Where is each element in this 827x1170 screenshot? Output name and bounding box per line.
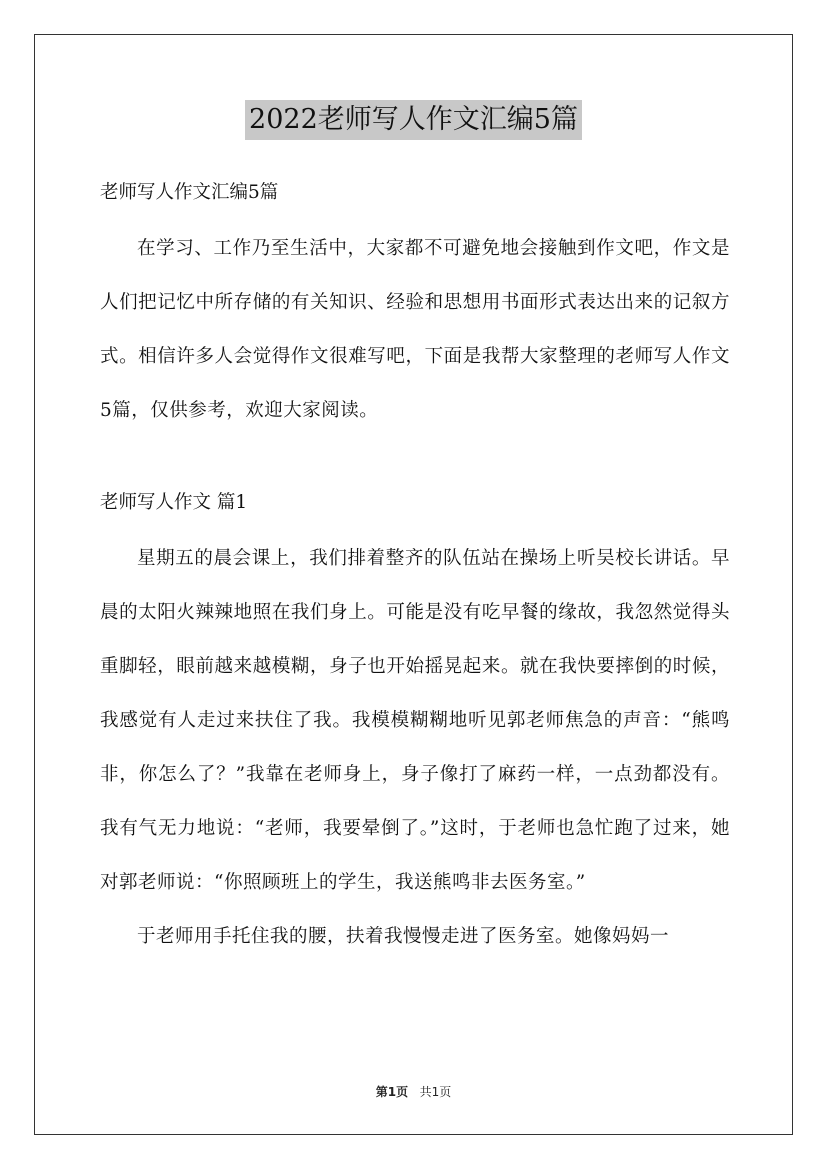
section-heading-1: 老师写人作文 篇1 <box>100 492 248 513</box>
page-number: 第1页 <box>375 1085 409 1099</box>
section1-paragraph-1: 星期五的晨会课上，我们排着整齐的队伍站在操场上听吴校长讲话。早晨的太阳火辣辣地照在我们身上。可能是没有吃早餐的缘故，我忽然觉得头重脚轻，眼前越来越模糊，身子也开始摇晃起来。就在我快要摔倒的时候，我感觉有人走过来扶住了我。我模模糊糊地听见郭老师焦急的声音：“熊鸣非，你怎么了？”我靠在老师身上，身子像打了麻药一样，一点劲都没有。我有气无力地说：“老师，我要晕倒了。”这时，于老师也急忙跑了过来，她对郭老师说：“你照顾班上的学生，我送熊鸣非去医务室。” <box>100 548 730 893</box>
intro-paragraph: 在学习、工作乃至生活中，大家都不可避免地会接触到作文吧，作文是人们把记忆中所存储的有关知识、经验和思想用书面形式表达出来的记叙方式。相信许多人会觉得作文很难写吧，下面是我帮大家整理的老师写人作文5篇，仅供参考，欢迎大家阅读。 <box>100 238 730 421</box>
page-footer <box>0 1083 827 1100</box>
section1-paragraph-2: 于老师用手托住我的腰，扶着我慢慢走进了医务室。她像妈妈一 <box>137 926 670 947</box>
document-title: 2022老师写人作文汇编5篇 <box>245 100 582 140</box>
title-container <box>0 100 827 140</box>
document-subtitle: 老师写人作文汇编5篇 <box>100 182 279 203</box>
page-total: 共1页 <box>419 1085 452 1099</box>
document-body <box>100 172 730 964</box>
